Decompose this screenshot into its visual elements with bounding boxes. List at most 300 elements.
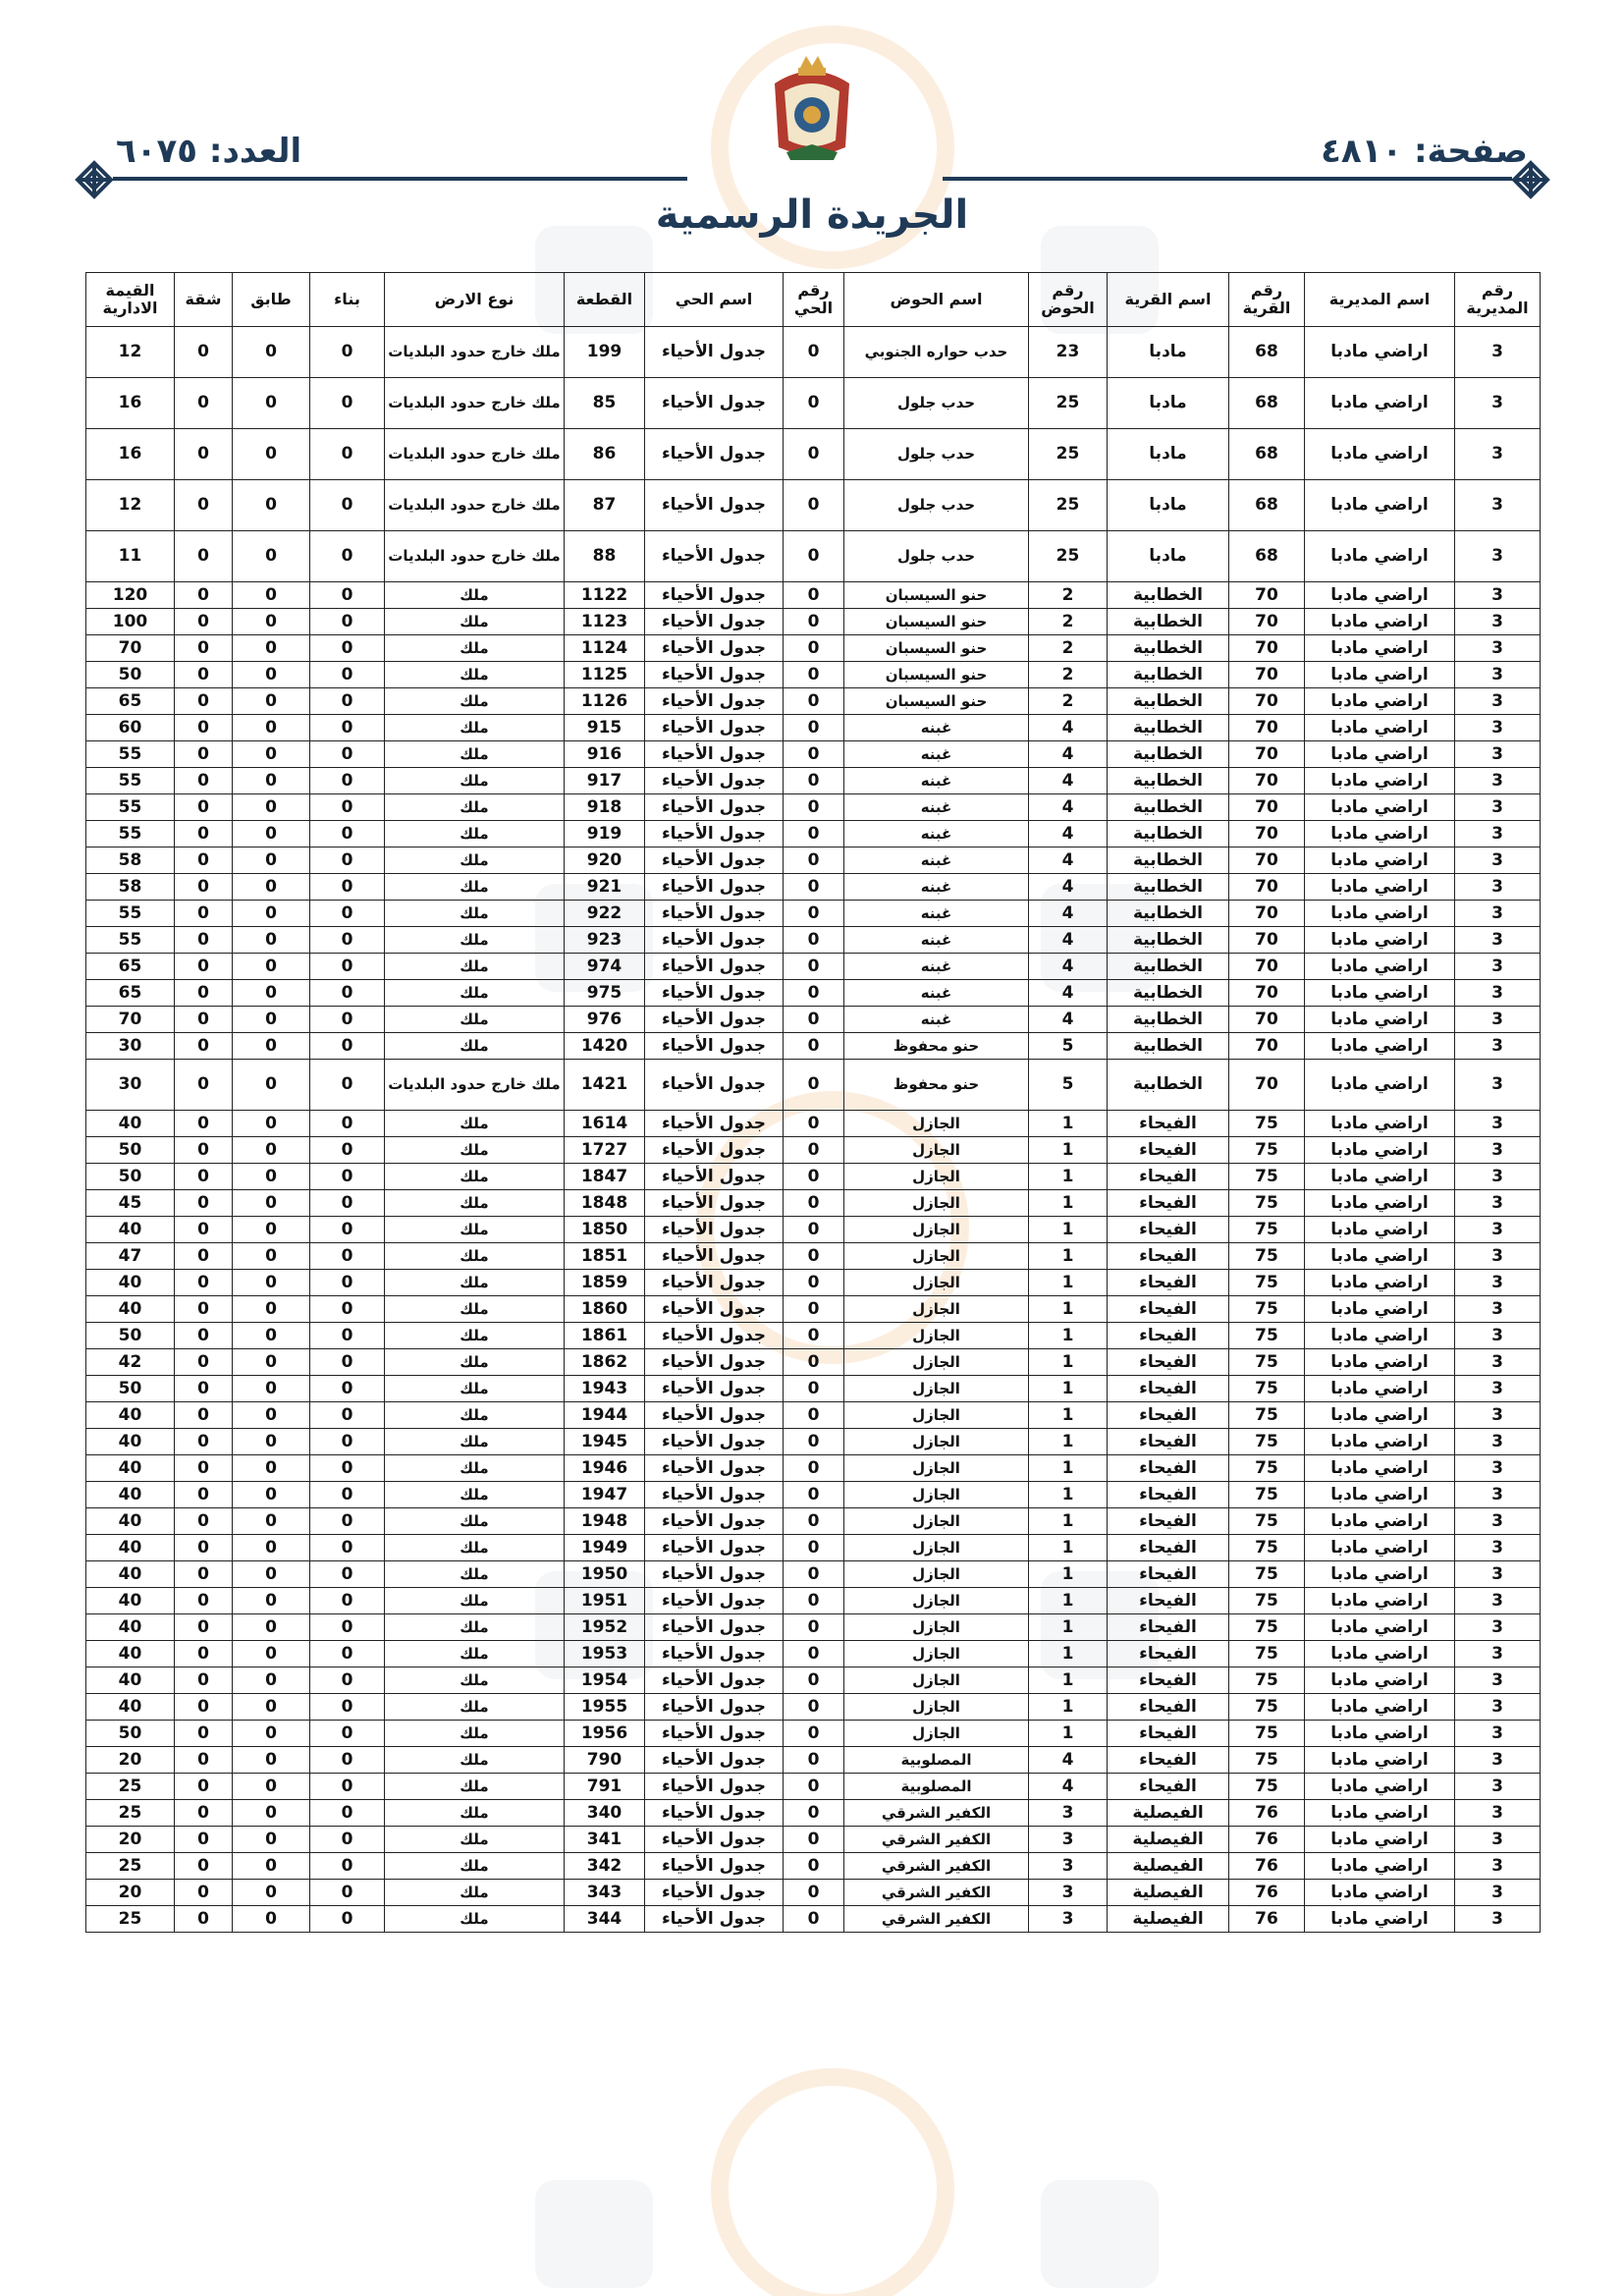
table-cell: 0 [175, 741, 233, 768]
table-cell: الفيصلية [1108, 1853, 1229, 1880]
table-cell: 86 [565, 429, 645, 480]
table-cell: المصلوبية [844, 1747, 1029, 1774]
table-cell: ملك [385, 874, 565, 901]
table-cell: 0 [233, 1588, 310, 1614]
table-cell: ملك [385, 1033, 565, 1060]
table-cell: جدول الأحياء [645, 1376, 784, 1402]
table-cell: الفيحاء [1108, 1296, 1229, 1323]
table-cell: 2 [1029, 635, 1108, 662]
table-cell: 75 [1229, 1217, 1305, 1243]
table-cell: 0 [310, 1190, 385, 1217]
table-cell: جدول الأحياء [645, 662, 784, 688]
table-cell: 75 [1229, 1243, 1305, 1270]
table-cell: 50 [86, 1137, 175, 1164]
table-cell: 1 [1029, 1588, 1108, 1614]
table-cell: 0 [233, 1270, 310, 1296]
table-cell: 0 [233, 980, 310, 1007]
table-cell: 4 [1029, 821, 1108, 847]
table-cell: 0 [175, 688, 233, 715]
table-cell: 0 [310, 901, 385, 927]
table-cell: غبنه [844, 1007, 1029, 1033]
table-cell: 50 [86, 662, 175, 688]
table-cell: 0 [175, 1323, 233, 1349]
table-cell: ملك [385, 688, 565, 715]
table-cell: 1125 [565, 662, 645, 688]
table-cell: 70 [86, 1007, 175, 1033]
table-cell: 0 [175, 480, 233, 531]
table-cell: الفيحاء [1108, 1323, 1229, 1349]
table-cell: ملك [385, 1376, 565, 1402]
table-cell: 55 [86, 901, 175, 927]
table-cell: 1126 [565, 688, 645, 715]
table-row [86, 1060, 1541, 1111]
table-cell: 3 [1455, 1323, 1541, 1349]
table-row [86, 741, 1541, 768]
table-cell: 16 [86, 378, 175, 429]
table-cell: اراضي مادبا [1305, 1402, 1455, 1429]
table-cell: 0 [310, 1402, 385, 1429]
table-cell: ملك [385, 1482, 565, 1508]
table-cell: 0 [175, 1111, 233, 1137]
table-cell: 0 [310, 1721, 385, 1747]
table-cell: الخطابية [1108, 688, 1229, 715]
table-cell: 3 [1455, 1164, 1541, 1190]
table-cell: غبنه [844, 847, 1029, 874]
table-cell: 0 [784, 1906, 844, 1933]
table-cell: 1122 [565, 582, 645, 609]
table-cell: 75 [1229, 1588, 1305, 1614]
table-cell: 3 [1455, 1614, 1541, 1641]
table-row [86, 1853, 1541, 1880]
table-cell: 0 [310, 327, 385, 378]
table-cell: 0 [310, 741, 385, 768]
table-cell: الجازل [844, 1561, 1029, 1588]
table-cell: اراضي مادبا [1305, 1906, 1455, 1933]
table-cell: الخطابية [1108, 874, 1229, 901]
table-cell: 340 [565, 1800, 645, 1827]
table-cell: 0 [784, 715, 844, 741]
table-cell: 0 [175, 1614, 233, 1641]
page-header [0, 0, 1624, 265]
table-cell: جدول الأحياء [645, 954, 784, 980]
table-cell: 3 [1455, 1774, 1541, 1800]
table-cell: 0 [175, 531, 233, 582]
table-cell: 0 [310, 1561, 385, 1588]
table-cell: 55 [86, 927, 175, 954]
table-cell: 0 [784, 1296, 844, 1323]
table-cell: مادبا [1108, 429, 1229, 480]
table-cell: 0 [175, 1482, 233, 1508]
table-cell: 0 [175, 715, 233, 741]
table-cell: اراضي مادبا [1305, 1880, 1455, 1906]
table-cell: 0 [233, 927, 310, 954]
table-cell: 75 [1229, 1270, 1305, 1296]
table-cell: 3 [1455, 1190, 1541, 1217]
table-cell: ملك [385, 1747, 565, 1774]
table-cell: ملك [385, 1111, 565, 1137]
table-cell: 0 [784, 1774, 844, 1800]
table-cell: 4 [1029, 1007, 1108, 1033]
table-row [86, 1535, 1541, 1561]
table-cell: 0 [233, 531, 310, 582]
table-cell: المصلوبية [844, 1774, 1029, 1800]
table-cell: 0 [175, 847, 233, 874]
table-cell: 0 [784, 480, 844, 531]
table-cell: 0 [784, 1429, 844, 1455]
table-cell: غبنه [844, 954, 1029, 980]
table-cell: 916 [565, 741, 645, 768]
table-cell: ملك [385, 901, 565, 927]
table-cell: 0 [233, 741, 310, 768]
col-header: اسم المديرية [1305, 273, 1455, 327]
table-row [86, 847, 1541, 874]
table-cell: الفيحاء [1108, 1588, 1229, 1614]
table-cell: الجازل [844, 1641, 1029, 1667]
col-header: نوع الارض [385, 273, 565, 327]
table-cell: 40 [86, 1535, 175, 1561]
table-cell: 50 [86, 1164, 175, 1190]
table-cell: 0 [233, 1033, 310, 1060]
table-cell: ملك خارج حدود البلديات [385, 480, 565, 531]
table-cell: 1949 [565, 1535, 645, 1561]
table-cell: 0 [175, 1137, 233, 1164]
table-cell: 0 [233, 327, 310, 378]
table-cell: 25 [1029, 480, 1108, 531]
table-cell: 0 [175, 582, 233, 609]
table-cell: الجازل [844, 1243, 1029, 1270]
col-header: بناء [310, 273, 385, 327]
table-cell: 0 [784, 1588, 844, 1614]
table-cell: 4 [1029, 768, 1108, 794]
table-cell: 40 [86, 1217, 175, 1243]
table-row [86, 378, 1541, 429]
table-cell: 0 [310, 927, 385, 954]
table-cell: 0 [310, 1137, 385, 1164]
table-cell: 0 [784, 1190, 844, 1217]
table-cell: ملك [385, 1880, 565, 1906]
table-cell: جدول الأحياء [645, 1747, 784, 1774]
table-cell: 30 [86, 1033, 175, 1060]
table-row [86, 768, 1541, 794]
table-cell: ملك [385, 1190, 565, 1217]
table-cell: جدول الأحياء [645, 327, 784, 378]
table-cell: 0 [233, 1323, 310, 1349]
table-row [86, 1747, 1541, 1774]
table-cell: 70 [1229, 794, 1305, 821]
table-cell: جدول الأحياء [645, 1270, 784, 1296]
table-cell: 1 [1029, 1641, 1108, 1667]
table-cell: 75 [1229, 1641, 1305, 1667]
table-cell: 0 [310, 1429, 385, 1455]
table-cell: اراضي مادبا [1305, 662, 1455, 688]
table-cell: ملك [385, 1270, 565, 1296]
table-cell: 55 [86, 794, 175, 821]
table-cell: 0 [310, 1774, 385, 1800]
table-cell: 0 [310, 1376, 385, 1402]
table-cell: 3 [1455, 429, 1541, 480]
table-cell: الكفير الشرقي [844, 1906, 1029, 1933]
table-cell: 0 [310, 847, 385, 874]
table-cell: 0 [233, 662, 310, 688]
table-cell: 3 [1029, 1853, 1108, 1880]
table-cell: جدول الأحياء [645, 847, 784, 874]
table-cell: 1847 [565, 1164, 645, 1190]
table-cell: الخطابية [1108, 954, 1229, 980]
table-cell: 0 [233, 1694, 310, 1721]
table-cell: مادبا [1108, 327, 1229, 378]
table-cell: 0 [175, 954, 233, 980]
table-cell: 75 [1229, 1561, 1305, 1588]
table-cell: ملك [385, 1296, 565, 1323]
table-cell: 0 [175, 1033, 233, 1060]
table-row [86, 662, 1541, 688]
table-cell: 25 [86, 1800, 175, 1827]
table-cell: غبنه [844, 927, 1029, 954]
table-row [86, 874, 1541, 901]
table-cell: 40 [86, 1111, 175, 1137]
table-cell: 0 [784, 1482, 844, 1508]
table-cell: 1123 [565, 609, 645, 635]
table-cell: الفيصلية [1108, 1800, 1229, 1827]
table-cell: 0 [233, 847, 310, 874]
table-cell: 3 [1455, 582, 1541, 609]
table-cell: 0 [175, 635, 233, 662]
table-cell: 0 [310, 1800, 385, 1827]
table-cell: اراضي مادبا [1305, 1721, 1455, 1747]
table-cell: 922 [565, 901, 645, 927]
table-cell: ملك [385, 1694, 565, 1721]
table-cell: 921 [565, 874, 645, 901]
table-cell: الخطابية [1108, 609, 1229, 635]
table-cell: 65 [86, 980, 175, 1007]
table-cell: 0 [784, 582, 844, 609]
table-cell: الفيحاء [1108, 1535, 1229, 1561]
table-cell: 3 [1455, 1376, 1541, 1402]
table-cell: 0 [784, 662, 844, 688]
table-cell: ملك [385, 1535, 565, 1561]
table-cell: جدول الأحياء [645, 1694, 784, 1721]
table-cell: 0 [310, 1694, 385, 1721]
col-header: طابق [233, 273, 310, 327]
table-cell: 0 [784, 1243, 844, 1270]
table-row [86, 531, 1541, 582]
table-cell: 2 [1029, 688, 1108, 715]
table-cell: 0 [233, 635, 310, 662]
table-cell: الفيحاء [1108, 1747, 1229, 1774]
table-cell: 344 [565, 1906, 645, 1933]
table-cell: 40 [86, 1270, 175, 1296]
table-cell: ملك [385, 1349, 565, 1376]
table-cell: 1954 [565, 1667, 645, 1694]
table-cell: 1850 [565, 1217, 645, 1243]
table-cell: 0 [784, 635, 844, 662]
table-cell: 65 [86, 688, 175, 715]
table-row [86, 1190, 1541, 1217]
table-row [86, 1588, 1541, 1614]
table-cell: ملك [385, 1667, 565, 1694]
table-cell: 0 [310, 1747, 385, 1774]
table-cell: 0 [233, 429, 310, 480]
table-cell: 70 [1229, 927, 1305, 954]
table-cell: 1955 [565, 1694, 645, 1721]
table-cell: 100 [86, 609, 175, 635]
table-cell: 70 [1229, 901, 1305, 927]
table-cell: ملك [385, 1588, 565, 1614]
page-title: الجريدة الرسمية [655, 192, 969, 238]
table-cell: غبنه [844, 874, 1029, 901]
table-cell: اراضي مادبا [1305, 1508, 1455, 1535]
table-cell: 0 [310, 1667, 385, 1694]
table-cell: ملك [385, 1774, 565, 1800]
table-cell: 1420 [565, 1033, 645, 1060]
table-cell: 342 [565, 1853, 645, 1880]
table-cell: 75 [1229, 1482, 1305, 1508]
table-cell: الخطابية [1108, 821, 1229, 847]
table-cell: ملك [385, 1827, 565, 1853]
table-cell: 3 [1455, 1482, 1541, 1508]
table-cell: 2 [1029, 662, 1108, 688]
table-cell: 75 [1229, 1111, 1305, 1137]
col-header: رقم المديرية [1455, 273, 1541, 327]
table-cell: اراضي مادبا [1305, 1190, 1455, 1217]
table-cell: 70 [1229, 715, 1305, 741]
table-cell: ملك [385, 635, 565, 662]
table-cell: 0 [784, 927, 844, 954]
table-row [86, 1137, 1541, 1164]
table-cell: 55 [86, 821, 175, 847]
table-cell: 1 [1029, 1296, 1108, 1323]
table-cell: جدول الأحياء [645, 1906, 784, 1933]
table-cell: 70 [1229, 741, 1305, 768]
table-cell: 0 [233, 1641, 310, 1667]
table-cell: الفيصلية [1108, 1880, 1229, 1906]
table-cell: جدول الأحياء [645, 715, 784, 741]
table-cell: ملك [385, 954, 565, 980]
table-cell: 0 [175, 1270, 233, 1296]
table-cell: 0 [175, 1747, 233, 1774]
table-cell: جدول الأحياء [645, 1137, 784, 1164]
table-cell: 1848 [565, 1190, 645, 1217]
table-cell: 3 [1455, 1694, 1541, 1721]
table-cell: 3 [1455, 927, 1541, 954]
table-cell: 0 [784, 768, 844, 794]
table-cell: 40 [86, 1614, 175, 1641]
table-cell: 4 [1029, 847, 1108, 874]
table-cell: 0 [784, 847, 844, 874]
col-header: رقم الحي [784, 273, 844, 327]
table-cell: 1 [1029, 1667, 1108, 1694]
table-cell: جدول الأحياء [645, 1190, 784, 1217]
table-cell: الخطابية [1108, 741, 1229, 768]
table-cell: 0 [310, 1880, 385, 1906]
table-cell: اراضي مادبا [1305, 480, 1455, 531]
table-cell: جدول الأحياء [645, 1535, 784, 1561]
table-cell: 3 [1455, 1349, 1541, 1376]
table-cell: ملك [385, 1402, 565, 1429]
table-cell: 70 [1229, 1007, 1305, 1033]
table-cell: 0 [175, 1535, 233, 1561]
table-cell: ملك [385, 980, 565, 1007]
table-cell: حدب حواره الجنوبي [844, 327, 1029, 378]
table-cell: 0 [784, 1667, 844, 1694]
table-cell: 0 [784, 429, 844, 480]
table-cell: الجازل [844, 1111, 1029, 1137]
table-cell: 0 [233, 1137, 310, 1164]
table-cell: الجازل [844, 1429, 1029, 1455]
table-cell: 75 [1229, 1455, 1305, 1482]
table-cell: 40 [86, 1402, 175, 1429]
table-cell: 45 [86, 1190, 175, 1217]
table-cell: 3 [1455, 715, 1541, 741]
table-cell: 1861 [565, 1323, 645, 1349]
table-cell: 5 [1029, 1060, 1108, 1111]
table-cell: ملك [385, 1721, 565, 1747]
table-cell: الخطابية [1108, 980, 1229, 1007]
table-cell: 70 [1229, 635, 1305, 662]
table-cell: 0 [784, 1880, 844, 1906]
table-cell: ملك خارج حدود البلديات [385, 429, 565, 480]
table-row [86, 1217, 1541, 1243]
table-cell: 40 [86, 1588, 175, 1614]
table-cell: 0 [310, 715, 385, 741]
table-cell: 0 [233, 1164, 310, 1190]
table-cell: 0 [233, 1111, 310, 1137]
table-cell: 915 [565, 715, 645, 741]
table-cell: اراضي مادبا [1305, 1747, 1455, 1774]
table-cell: 0 [175, 980, 233, 1007]
table-cell: الفيحاء [1108, 1243, 1229, 1270]
table-cell: 0 [310, 1853, 385, 1880]
table-cell: 50 [86, 1721, 175, 1747]
table-cell: جدول الأحياء [645, 1561, 784, 1588]
table-cell: 0 [784, 741, 844, 768]
table-cell: 0 [175, 874, 233, 901]
table-cell: 0 [233, 1243, 310, 1270]
header-rule-right [943, 177, 1512, 181]
table-cell: اراضي مادبا [1305, 635, 1455, 662]
table-cell: ملك [385, 1800, 565, 1827]
table-cell: 3 [1455, 635, 1541, 662]
table-cell: 4 [1029, 901, 1108, 927]
table-cell: حدب جلول [844, 531, 1029, 582]
table-cell: 0 [233, 1429, 310, 1455]
table-cell: 0 [233, 1880, 310, 1906]
table-cell: 0 [233, 1614, 310, 1641]
table-cell: 68 [1229, 531, 1305, 582]
table-cell: اراضي مادبا [1305, 1323, 1455, 1349]
table-cell: 3 [1455, 874, 1541, 901]
table-cell: اراضي مادبا [1305, 980, 1455, 1007]
table-cell: الجازل [844, 1694, 1029, 1721]
table-cell: 40 [86, 1561, 175, 1588]
table-cell: الجازل [844, 1296, 1029, 1323]
table-cell: 0 [310, 635, 385, 662]
table-row [86, 1376, 1541, 1402]
table-cell: غبنه [844, 901, 1029, 927]
table-cell: ملك [385, 1614, 565, 1641]
table-cell: 47 [86, 1243, 175, 1270]
table-cell: الفيحاء [1108, 1164, 1229, 1190]
table-row [86, 1455, 1541, 1482]
table-cell: 0 [784, 1694, 844, 1721]
table-row [86, 1402, 1541, 1429]
table-cell: 3 [1029, 1800, 1108, 1827]
table-cell: 343 [565, 1880, 645, 1906]
table-cell: اراضي مادبا [1305, 1853, 1455, 1880]
table-cell: 0 [310, 1007, 385, 1033]
table-cell: 0 [175, 1296, 233, 1323]
table-cell: الجازل [844, 1508, 1029, 1535]
